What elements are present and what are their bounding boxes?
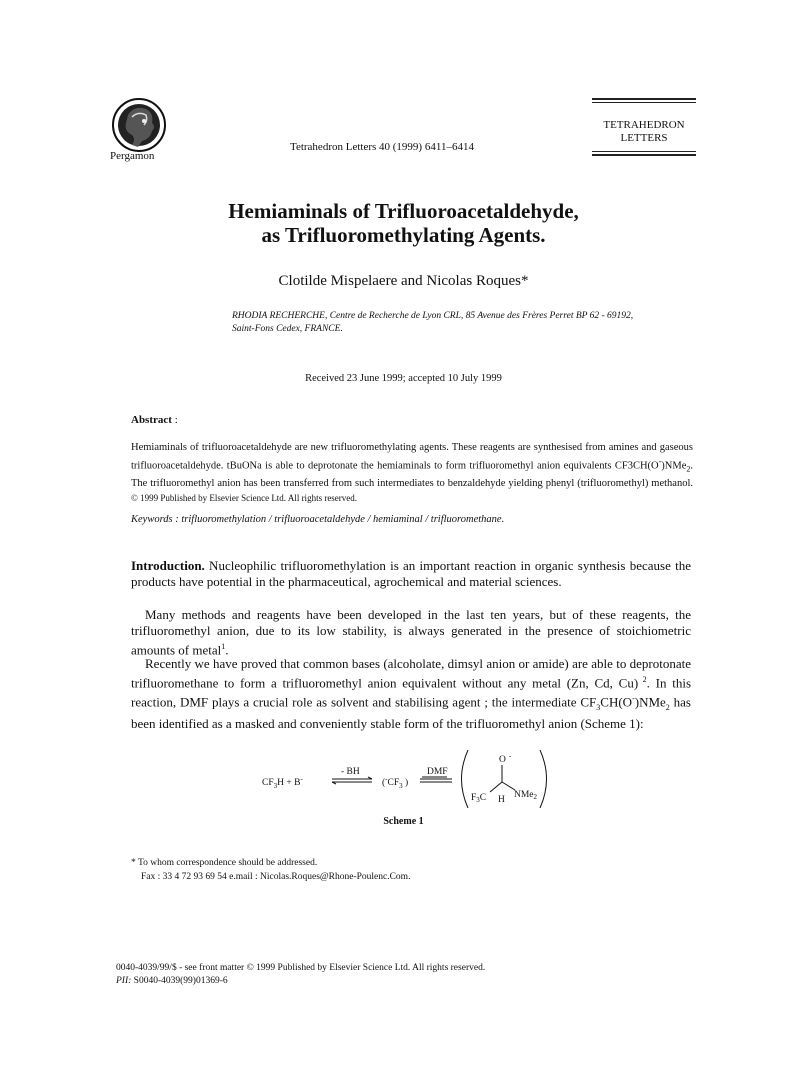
equilibrium-arrow-icon	[332, 777, 372, 784]
paragraph-2-end: .	[225, 642, 229, 658]
scheme-intermediate: ($^-CF_3$ )	[382, 775, 409, 790]
pii-value: S0040-4039(99)01369-6	[131, 976, 228, 986]
publisher-name: Pergamon	[110, 150, 155, 162]
abstract-formula-a: CF3CH(O	[614, 460, 659, 472]
abstract-formula-a-sup: -	[658, 457, 662, 466]
right-bracket-icon	[540, 750, 547, 808]
abstract-formula-b: )NMe	[661, 460, 687, 472]
footer-pii	[116, 975, 485, 988]
received-dates: Received 23 June 1999; accepted 10 July 1999	[305, 373, 502, 384]
authors: Clotilde Mispelaere and Nicolas Roques*	[278, 273, 529, 289]
paragraph-3-e: has been identified as a masked and conveniently stable form of the trifluoromethyl anion (Scheme 1):	[131, 694, 691, 732]
affiliation-line1: RHODIA RECHERCHE, Centre de Recherche de Lyon CRL, 85 Avenue des Frères Perret BP 62 - 69192,	[232, 311, 634, 321]
affiliation-line2: Saint-Fons Cedex, FRANCE.	[232, 324, 343, 334]
footnote	[131, 856, 410, 884]
footnote-line2: Fax : 33 4 72 93 69 54 e.mail : Nicolas.Roques@Rhone-Poulenc.Com.	[141, 872, 411, 882]
left-bracket-icon	[462, 750, 469, 808]
intro-heading: Introduction.	[131, 558, 205, 573]
arrow1-label: - BH	[341, 767, 360, 777]
journal-name	[592, 119, 696, 145]
oxygen-label: O -	[499, 752, 512, 765]
footnote-line1: * To whom correspondence should be addressed.	[131, 858, 318, 868]
abstract-heading-suffix: :	[171, 414, 178, 426]
affiliation	[232, 310, 687, 336]
bond-lines-icon	[490, 765, 515, 792]
abstract-heading	[131, 414, 178, 426]
title-line1: Hemiaminals of Trifluoroacetaldehyde,	[228, 199, 579, 223]
journal-reference: Tetrahedron Letters 40 (1999) 6411–6414	[290, 141, 474, 153]
journal-name-line2: LETTERS	[620, 132, 668, 144]
pii-label: PII:	[116, 976, 132, 986]
abstract-text	[131, 441, 693, 506]
paragraph-2-ref: 1	[221, 642, 226, 651]
paragraph-3-d: )NMe	[634, 694, 666, 710]
hydrogen-label: H	[498, 795, 505, 805]
f3c-label: $F_3C$	[471, 793, 487, 804]
intro-paragraph	[131, 558, 691, 590]
footer-line1: 0040-4039/99/$ - see front matter © 1999 Published by Elsevier Science Ltd. All rights reserved.	[116, 963, 486, 973]
abstract-copyright: © 1999 Published by Elsevier Science Ltd. All rights reserved.	[131, 492, 358, 503]
pergamon-logo-icon	[110, 95, 168, 157]
title-line2: as Trifluoromethylating Agents.	[261, 223, 546, 247]
paragraph-3-sup1: -	[632, 694, 635, 704]
paragraph-3-b: . In this reaction, DMF plays a crucial role as solvent and stabilising agent ; the intermediate CF	[131, 675, 691, 710]
bottom-rule	[592, 154, 696, 156]
paragraph-3-a: Recently we have proved that common bases (alcoholate, dimsyl anion or amide) are able to deprotonate trifluoromethane to form a trifluoromethyl anion equivalent without any metal (Zn, Cd, Cu)	[131, 656, 691, 691]
journal-name-box	[592, 96, 696, 156]
intro-text: Nucleophilic trifluoromethylation is an important reaction in organic synthesis because the products have potential in the pharmaceutical, agrochemical and material sciences.	[131, 558, 691, 589]
paragraph-2-text: Many methods and reagents have been developed in the last ten years, but of these reagents, the trifluoromethyl anion, due to its low stability, is always generated in the presence of stoichiometric amounts of metal	[131, 607, 691, 658]
abstract-part1: Hemiaminals of trifluoroacetaldehyde are new trifluoromethylating agents. These reagents are synthesised from amines and gaseous trifluoroacetaldehyde. tBuONa is able to deprotonate the hemiaminals to form trifluoromethyl anion equivalents	[131, 442, 693, 472]
bottom-rule-thin	[592, 151, 696, 152]
paragraph-3-c: CH(O	[600, 694, 633, 710]
scheme-label: Scheme 1	[383, 816, 424, 827]
article-title	[0, 199, 807, 247]
paragraph-2	[131, 607, 691, 658]
scheme-1-diagram	[262, 750, 552, 808]
top-rule	[592, 98, 696, 100]
journal-name-line1: TETRAHEDRON	[603, 119, 685, 131]
dmf-arrow-icon	[420, 777, 452, 782]
scheme-reactants: $CF_3H + B^-$	[262, 775, 303, 790]
abstract-formula-b-sub: 2	[686, 464, 691, 474]
paragraph-3-sub2: 2	[665, 703, 670, 713]
top-rule-thin	[592, 102, 696, 103]
keywords: Keywords : trifluoromethylation / trifluoroacetaldehyde / hemiaminal / trifluoromethane.	[131, 514, 505, 525]
abstract-part2: . The trifluoromethyl anion has been transferred from such intermediates to benzaldehyde yielding phenyl (trifluoromethyl) methanol.	[131, 460, 693, 489]
paragraph-3	[131, 656, 691, 732]
paragraph-3-ref: 2	[638, 675, 647, 684]
nme2-label: NMe$_2$	[514, 790, 538, 801]
page-footer	[116, 962, 485, 988]
arrow2-label: DMF	[427, 767, 448, 777]
paragraph-3-sub1: 3	[596, 703, 601, 713]
abstract-heading-label: Abstract	[131, 414, 172, 426]
